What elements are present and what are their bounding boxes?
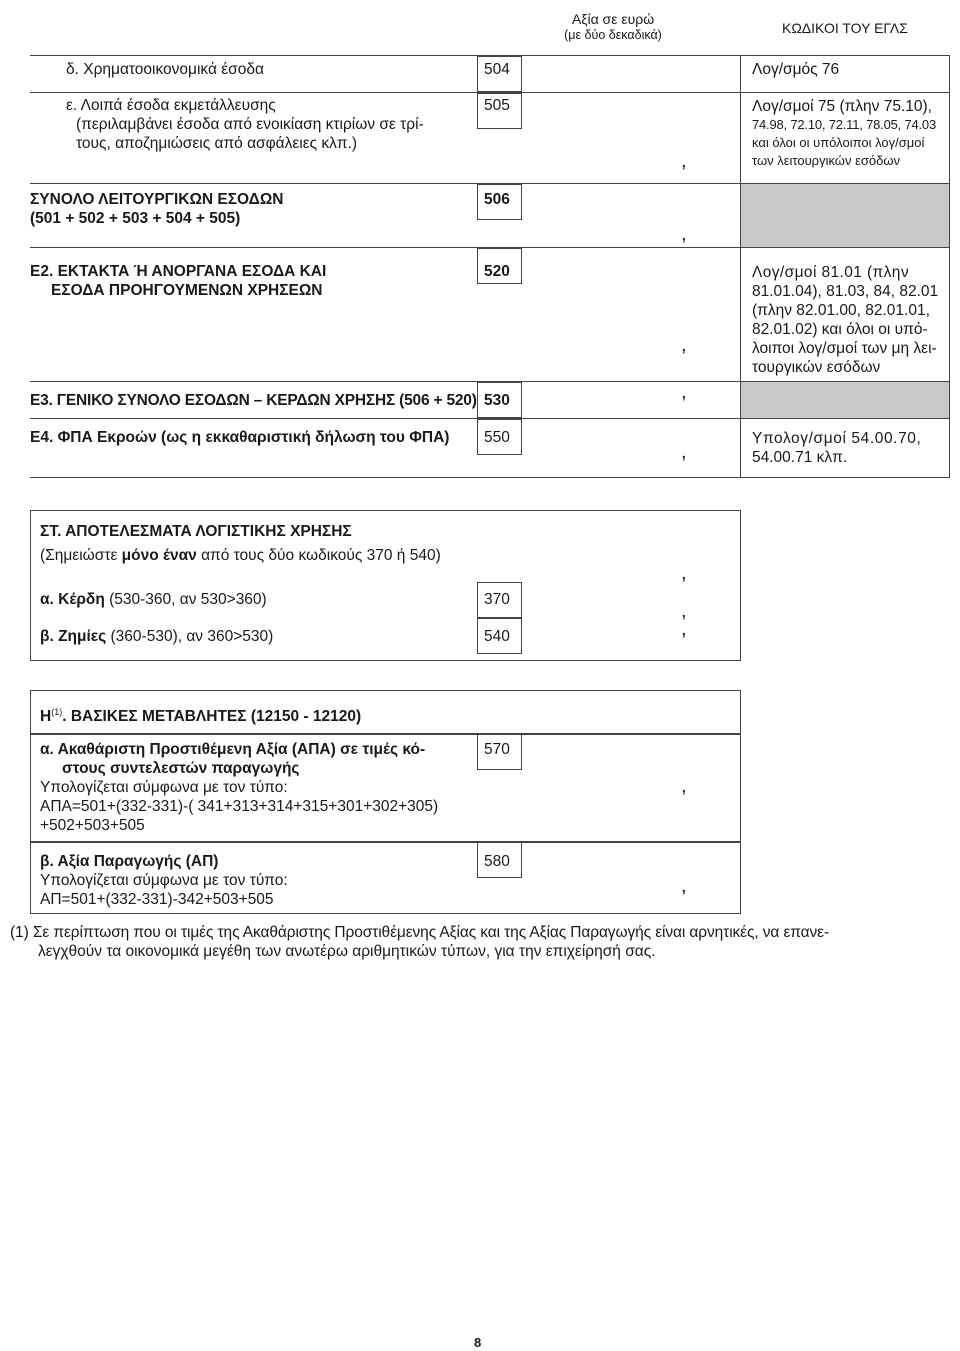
gva-calc-note: Υπολογίζεται σύμφωνα με τον τύπο:: [40, 779, 288, 796]
reference-line: Λογ/σμοί 75 (πλην 75.10),: [752, 98, 932, 115]
section-title: ΣΤ. ΑΠΟΤΕΛΕΣΜΑΤΑ ΛΟΓΙΣΤΙΚΗΣ ΧΡΗΣΗΣ: [40, 523, 352, 540]
table-bottom-rule: [30, 477, 950, 478]
decimal-comma: ,: [681, 441, 687, 463]
note-text: (Σημειώστε: [40, 547, 122, 564]
reference-line: (πλην 82.01.00, 82.01.01,: [752, 302, 930, 319]
row-label: [30, 190, 283, 228]
reference-line: 81.01.04), 81.03, 84, 82.01: [752, 283, 939, 300]
footnote-line: λεγχθούν τα οικονομικά μεγέθη των ανωτέρω αριθμητικών τύπων, για την επιχείρησή σας.: [38, 943, 656, 960]
gva-formula: +502+503+505: [40, 817, 145, 834]
title-text: . ΒΑΣΙΚΕΣ ΜΕΤΑΒΛΗΤΕΣ (12150 - 12120): [62, 708, 362, 726]
gva-formula: ΑΠΑ=501+(332-331)-( 341+313+314+315+301+302+305): [40, 798, 439, 815]
row-label: Ε4. ΦΠΑ Εκροών (ως η εκκαθαριστική δήλωση του ΦΠΑ): [30, 429, 450, 446]
reference-line: 82.01.02) και όλοι οι υπό-: [752, 321, 928, 338]
footnote-marker: (1): [51, 707, 63, 717]
decimal-comma: ,: [681, 381, 687, 403]
row-label-line: ΣΥΝΟΛΟ ΛΕΙΤΟΥΡΓΙΚΩΝ ΕΣΟΔΩΝ: [30, 191, 284, 208]
row-reference: Λογ/σμός 76: [752, 61, 840, 78]
row-reference: [752, 263, 948, 377]
loss-label: [40, 627, 273, 646]
row-label: [30, 262, 326, 300]
row-code: 504: [484, 61, 510, 78]
row-label-line: Ε2. ΕΚΤΑΚΤΑ Ή ΑΝΟΡΓΑΝΑ ΕΣΟΔΑ ΚΑΙ: [30, 263, 327, 280]
production-formula: ΑΠ=501+(332-331)-342+503+505: [40, 891, 274, 908]
row-code: 540: [484, 628, 510, 645]
shaded-cell: [741, 382, 949, 418]
production-calc-note: Υπολογίζεται σύμφωνα με τον τύπο:: [40, 872, 288, 889]
note-emphasis: μόνο έναν: [121, 547, 197, 564]
row-reference: [752, 429, 921, 467]
loss-label-bold: β. Ζημίες: [40, 628, 107, 645]
footnote-line: (1) Σε περίπτωση που οι τιμές της Ακαθάριστης Προστιθέμενης Αξίας και της Αξίας Παραγωγής είναι αρνητικές, να επανε-: [10, 924, 830, 941]
row-label-line: ΕΣΟΔΑ ΠΡΟΗΓΟΥΜΕΝΩΝ ΧΡΗΣΕΩΝ: [51, 282, 323, 299]
decimal-comma: ,: [681, 775, 687, 797]
row-label: Ε3. ΓΕΝΙΚΟ ΣΥΝΟΛΟ ΕΣΟΔΩΝ – ΚΕΡΔΩΝ ΧΡΗΣΗΣ (506 + 520): [30, 392, 477, 409]
decimal-comma: ,: [681, 150, 687, 172]
row-code: 506: [484, 191, 510, 208]
reference-line: λοιποι λογ/σμοί των μη λει-: [752, 340, 937, 357]
value-column-title: Αξία σε ευρώ: [571, 11, 655, 27]
profit-label-rest: (530-360, αν 530>360): [104, 591, 267, 608]
production-block: [40, 852, 288, 909]
row-label-line: (501 + 502 + 503 + 504 + 505): [30, 210, 241, 227]
decimal-comma: ,: [681, 875, 687, 897]
decimal-comma: ,: [681, 562, 687, 584]
reference-line: 74.98, 72.10, 72.11, 78.05, 74.03: [752, 117, 936, 132]
row-label: [66, 96, 471, 153]
shaded-cell: [741, 184, 949, 247]
reference-line: 54.00.71 κλπ.: [752, 449, 848, 466]
section-title: [40, 703, 361, 726]
codes-column-header: ΚΩΔΙΚΟΙ ΤΟΥ ΕΓΛΣ: [782, 20, 908, 36]
row-code: 370: [484, 591, 510, 608]
row-label-line: ε. Λοιπά έσοδα εκμετάλλευσης: [66, 97, 276, 114]
gva-block: [40, 740, 472, 835]
row-label-line: τους, αποζημιώσεις από ασφάλειες κλπ.): [76, 135, 358, 152]
gva-title: α. Ακαθάριστη Προστιθέμενη Αξία (ΑΠΑ) σε τιμές κό-: [40, 741, 426, 758]
footnote: [10, 923, 950, 961]
row-code: 550: [484, 429, 510, 446]
production-title: β. Αξία Παραγωγής (ΑΠ): [40, 853, 219, 870]
decimal-comma: ,: [681, 618, 687, 640]
row-code: 570: [484, 741, 510, 758]
row-reference: [752, 97, 936, 170]
reference-line: Λογ/σμοί 81.01 (πλην: [752, 264, 909, 281]
section-note: [40, 546, 441, 565]
row-code: 505: [484, 97, 510, 114]
decimal-comma: ,: [681, 600, 687, 622]
row-code: 530: [484, 392, 510, 409]
page-number: 8: [474, 1335, 482, 1350]
decimal-comma: ,: [681, 334, 687, 356]
title-text: Η: [40, 708, 52, 726]
row-code: 520: [484, 263, 510, 280]
value-column-header: [548, 10, 678, 43]
profit-label-bold: α. Κέρδη: [40, 591, 105, 608]
reference-line: τουργικών εσόδων: [752, 359, 881, 376]
value-column-subtitle: (με δύο δεκαδικά): [564, 28, 662, 42]
reference-line: των λειτουργικών εσόδων: [752, 153, 901, 168]
right-rule: [949, 55, 950, 477]
reference-line: και όλοι οι υπόλοιποι λογ/σμοί: [752, 135, 925, 150]
decimal-comma: ,: [681, 223, 687, 245]
reference-line: Υπολογ/σμοί 54.00.70,: [752, 430, 922, 447]
loss-label-rest: (360-530), αν 360>530): [106, 628, 274, 645]
row-label: δ. Χρηματοοικονομικά έσοδα: [66, 61, 264, 78]
profit-label: [40, 590, 267, 609]
note-text: από τους δύο κωδικούς 370 ή 540): [196, 547, 441, 564]
row-label-line: (περιλαμβάνει έσοδα από ενοικίαση κτιρίων σε τρί-: [76, 116, 424, 133]
row-code: 580: [484, 853, 510, 870]
gva-title: στους συντελεστών παραγωγής: [62, 760, 300, 777]
